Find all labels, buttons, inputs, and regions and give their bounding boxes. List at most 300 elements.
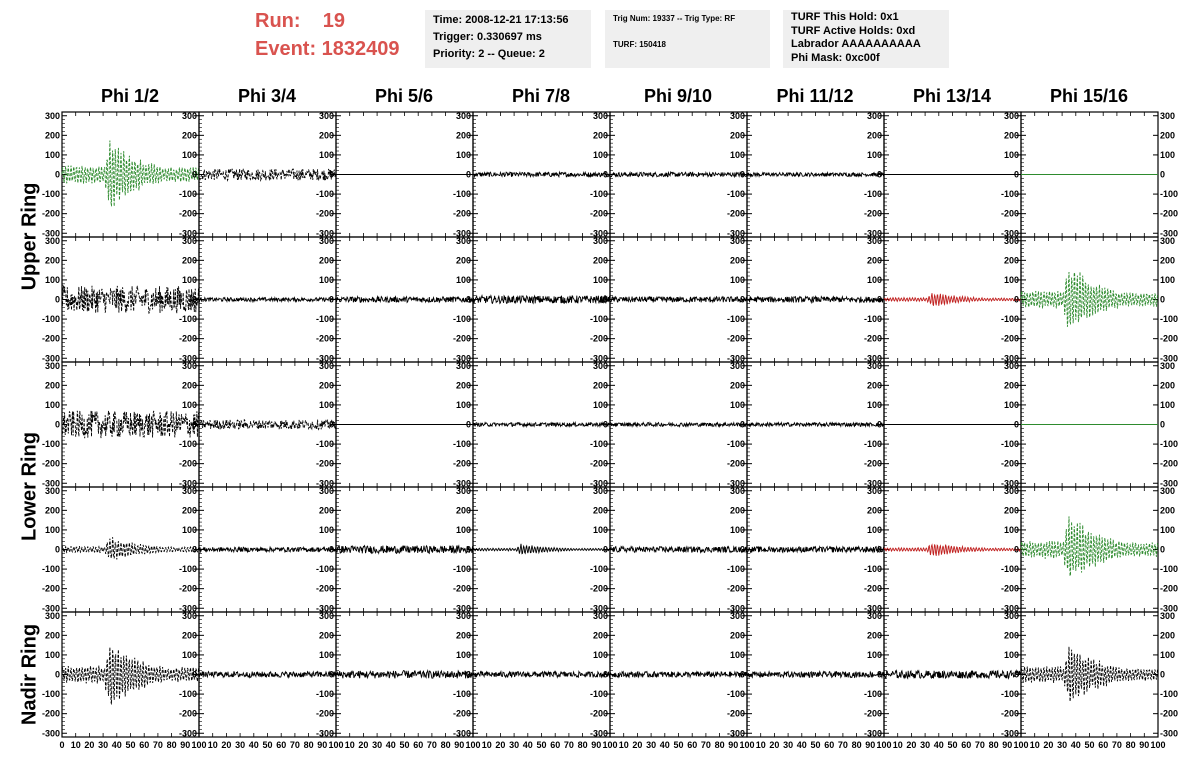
y-tick-label: -200	[315, 333, 334, 344]
waveform-trace	[473, 544, 610, 554]
y-tick-label: 100	[729, 149, 745, 160]
y-tick-label: 100	[318, 649, 334, 660]
panel-r0-c5	[727, 111, 884, 239]
y-tick-label: 100	[1003, 274, 1019, 285]
y-tick-label: -200	[1000, 333, 1019, 344]
y-tick-label: 100	[592, 649, 608, 660]
y-tick-label: -300	[178, 603, 197, 614]
y-tick-label-right: -300	[1160, 728, 1179, 739]
y-tick-label: 300	[1003, 485, 1019, 496]
y-tick-label: -300	[178, 228, 197, 239]
row-title: Nadir Ring	[18, 623, 41, 725]
x-tick-label: 100	[1013, 740, 1029, 750]
x-tick-label: 40	[1070, 740, 1081, 750]
x-tick-label: 10	[618, 740, 629, 750]
x-tick-label: 30	[235, 740, 246, 750]
y-tick-label: 100	[729, 649, 745, 660]
y-tick-label: -100	[41, 564, 60, 575]
y-tick-label: -200	[726, 458, 745, 469]
x-tick-label: 40	[522, 740, 533, 750]
y-tick-label: -100	[178, 189, 197, 200]
y-tick-label: -100	[178, 439, 197, 450]
y-tick-label: 200	[1003, 255, 1019, 266]
waveform-trace	[1021, 647, 1158, 702]
y-tick-label-right: 100	[1160, 649, 1176, 660]
y-tick-label: 300	[181, 360, 197, 371]
x-tick-label: 10	[481, 740, 492, 750]
panel-r1-c2	[316, 236, 473, 364]
y-tick-label: -200	[452, 333, 471, 344]
x-tick-label: 90	[865, 740, 876, 750]
panel-r3-c7	[1001, 486, 1178, 614]
y-tick-label: 200	[1003, 380, 1019, 391]
y-tick-label: -100	[452, 314, 471, 325]
y-tick-label: 300	[866, 235, 882, 246]
x-tick-label: 30	[1057, 740, 1068, 750]
x-tick-label: 60	[1098, 740, 1109, 750]
x-tick-label: 10	[70, 740, 81, 750]
waveform-trace	[610, 669, 747, 680]
y-tick-label-right: 100	[1160, 524, 1176, 535]
phi-mask-line: Phi Mask: 0xc00f	[791, 51, 880, 64]
panel-r1-c4	[590, 236, 747, 364]
y-tick-label: -300	[1000, 228, 1019, 239]
waveform-trace	[62, 411, 199, 438]
y-tick-label: 200	[455, 505, 471, 516]
waveform-trace	[884, 671, 1021, 679]
y-tick-label: -200	[1000, 708, 1019, 719]
y-tick-label: -100	[726, 189, 745, 200]
time-line: Time: 2008-12-21 17:13:56	[433, 14, 569, 26]
y-tick-label: 100	[866, 649, 882, 660]
y-tick-label: -200	[452, 458, 471, 469]
waveform-trace	[747, 294, 884, 305]
panel-r2-c4	[590, 361, 747, 489]
y-tick-label: -100	[863, 689, 882, 700]
y-tick-label: 200	[44, 505, 60, 516]
y-tick-label: 100	[318, 399, 334, 410]
y-tick-label: -200	[863, 458, 882, 469]
y-tick-label: -200	[315, 583, 334, 594]
column-title: Phi 7/8	[511, 86, 571, 106]
y-tick-label: 0	[602, 294, 608, 305]
y-tick-label: 300	[592, 235, 608, 246]
x-tick-label: 90	[591, 740, 602, 750]
y-tick-label: -100	[315, 314, 334, 325]
y-tick-label: 100	[44, 524, 60, 535]
x-tick-label: 70	[426, 740, 437, 750]
y-tick-label-right: 300	[1160, 110, 1176, 121]
y-tick-label-right: 100	[1160, 274, 1176, 285]
y-tick-label-right: -100	[1160, 689, 1179, 700]
x-tick-label: 10	[892, 740, 903, 750]
x-tick-label: 80	[851, 740, 862, 750]
y-tick-label: -100	[589, 314, 608, 325]
y-tick-label: -100	[315, 439, 334, 450]
y-tick-label: -300	[589, 603, 608, 614]
y-tick-label: 300	[592, 610, 608, 621]
panel-r0-c4	[590, 111, 747, 239]
x-tick-label: 50	[673, 740, 684, 750]
column-title: Phi 15/16	[1049, 86, 1129, 106]
y-tick-label: -200	[863, 708, 882, 719]
x-tick-label: 50	[399, 740, 410, 750]
y-tick-label-right: 300	[1160, 360, 1176, 371]
y-tick-label: 0	[54, 169, 60, 180]
y-tick-label-right: -200	[1160, 458, 1179, 469]
y-tick-label: 200	[181, 505, 197, 516]
y-tick-label: 100	[1003, 149, 1019, 160]
y-tick-label: 0	[54, 544, 60, 555]
x-tick-label: 100	[739, 740, 755, 750]
waveform-trace	[1021, 516, 1158, 576]
y-tick-label: -200	[726, 708, 745, 719]
y-tick-label: -300	[41, 603, 60, 614]
y-tick-label: 300	[729, 360, 745, 371]
y-tick-label: -300	[452, 728, 471, 739]
y-tick-label: 300	[318, 360, 334, 371]
y-tick-label: 0	[876, 169, 882, 180]
y-tick-label: 300	[44, 110, 60, 121]
y-tick-label-right: 0	[1160, 294, 1166, 305]
y-tick-label: 0	[328, 169, 334, 180]
y-tick-label: 300	[44, 610, 60, 621]
x-tick-label: 90	[728, 740, 739, 750]
y-tick-label: 200	[866, 380, 882, 391]
x-tick-label: 70	[837, 740, 848, 750]
y-tick-label: 100	[592, 524, 608, 535]
x-tick-label: 40	[933, 740, 944, 750]
y-tick-label: 0	[602, 544, 608, 555]
panel-r3-c3	[453, 486, 610, 614]
y-tick-label: -200	[41, 208, 60, 219]
y-tick-label: 200	[592, 255, 608, 266]
y-tick-label: -300	[452, 228, 471, 239]
y-tick-label-right: 300	[1160, 485, 1176, 496]
y-tick-label: 200	[866, 255, 882, 266]
y-tick-label-right: -100	[1160, 314, 1179, 325]
y-tick-label: 200	[1003, 630, 1019, 641]
y-tick-label: 100	[455, 649, 471, 660]
y-tick-label-right: -200	[1160, 583, 1179, 594]
y-tick-label: 200	[592, 130, 608, 141]
trigger-line: Trigger: 0.330697 ms	[433, 31, 542, 43]
y-tick-label: -200	[589, 583, 608, 594]
x-tick-label: 40	[385, 740, 396, 750]
x-tick-label: 80	[1125, 740, 1136, 750]
x-tick-label: 70	[152, 740, 163, 750]
y-tick-label: 0	[602, 419, 608, 430]
x-tick-label: 60	[139, 740, 150, 750]
y-tick-label: -100	[589, 564, 608, 575]
y-tick-label: 100	[181, 649, 197, 660]
x-tick-label: 50	[810, 740, 821, 750]
x-tick-label: 20	[906, 740, 917, 750]
y-tick-label: -200	[589, 708, 608, 719]
waveform-trace	[473, 296, 610, 304]
y-tick-label: 200	[455, 255, 471, 266]
y-tick-label: -200	[41, 333, 60, 344]
panel-r1-c7	[1001, 236, 1178, 364]
y-tick-label: -200	[589, 208, 608, 219]
y-tick-label: -100	[1000, 189, 1019, 200]
y-tick-label: 0	[1013, 419, 1019, 430]
panel-r0-c6	[864, 111, 1021, 239]
y-tick-label: 200	[318, 380, 334, 391]
y-tick-label: -300	[1000, 603, 1019, 614]
y-tick-label: 200	[181, 380, 197, 391]
waveform-trace	[199, 547, 336, 552]
y-tick-label: 0	[739, 669, 745, 680]
x-tick-label: 10	[1029, 740, 1040, 750]
labrador-line: Labrador AAAAAAAAAA	[791, 38, 921, 50]
x-tick-label: 20	[221, 740, 232, 750]
y-tick-label: 0	[465, 544, 471, 555]
y-tick-label: 300	[455, 110, 471, 121]
waveform-trace	[747, 173, 884, 177]
x-tick-label: 80	[988, 740, 999, 750]
y-tick-label: 100	[592, 149, 608, 160]
y-tick-label: 300	[729, 610, 745, 621]
y-tick-label: 100	[1003, 399, 1019, 410]
y-tick-label: -100	[589, 439, 608, 450]
y-tick-label: 200	[729, 380, 745, 391]
turf-active-line: TURF Active Holds: 0xd	[791, 24, 916, 37]
y-tick-label: 0	[602, 669, 608, 680]
y-tick-label: 200	[318, 505, 334, 516]
y-tick-label: -300	[315, 228, 334, 239]
y-tick-label: -200	[863, 208, 882, 219]
y-tick-label: 300	[1003, 235, 1019, 246]
column-title: Phi 1/2	[100, 86, 160, 106]
y-tick-label: 300	[592, 485, 608, 496]
y-tick-label: 200	[318, 255, 334, 266]
x-tick-label: 60	[824, 740, 835, 750]
y-tick-label-right: 0	[1160, 169, 1166, 180]
panel-r2-c6	[864, 361, 1021, 489]
x-tick-label: 100	[191, 740, 207, 750]
panel-r2-c7	[1001, 361, 1178, 489]
y-tick-label-right: -100	[1160, 439, 1179, 450]
y-tick-label: -200	[1000, 583, 1019, 594]
y-tick-label: 0	[739, 294, 745, 305]
y-tick-label: -300	[178, 478, 197, 489]
y-tick-label: -100	[726, 439, 745, 450]
x-tick-label: 20	[84, 740, 95, 750]
y-tick-label: -100	[452, 189, 471, 200]
y-tick-label: 300	[318, 110, 334, 121]
x-tick-label: 80	[303, 740, 314, 750]
y-tick-label: -100	[863, 189, 882, 200]
y-tick-label: 0	[876, 544, 882, 555]
waveform-trace	[199, 298, 336, 302]
y-tick-label: 300	[181, 235, 197, 246]
y-tick-label: 300	[318, 235, 334, 246]
y-tick-label: 200	[44, 255, 60, 266]
y-tick-label: 200	[729, 630, 745, 641]
y-tick-label: 0	[54, 669, 60, 680]
x-tick-label: 40	[796, 740, 807, 750]
y-tick-label: -300	[452, 353, 471, 364]
y-tick-label: 100	[44, 149, 60, 160]
y-tick-label: 100	[181, 149, 197, 160]
y-tick-label: 100	[866, 149, 882, 160]
x-tick-label: 90	[454, 740, 465, 750]
y-tick-label: 300	[44, 360, 60, 371]
y-tick-label: 0	[54, 419, 60, 430]
x-tick-label: 30	[509, 740, 520, 750]
y-tick-label: 300	[318, 485, 334, 496]
y-tick-label: -200	[178, 583, 197, 594]
panel-r2-c5	[727, 361, 884, 489]
y-tick-label: -300	[589, 478, 608, 489]
y-tick-label: -100	[41, 189, 60, 200]
y-tick-label: 100	[455, 524, 471, 535]
x-tick-label: 50	[125, 740, 136, 750]
y-tick-label-right: -200	[1160, 208, 1179, 219]
y-tick-label: -100	[726, 564, 745, 575]
y-tick-label-right: 100	[1160, 399, 1176, 410]
y-tick-label: -300	[863, 478, 882, 489]
y-tick-label: 100	[44, 399, 60, 410]
priority-line: Priority: 2 -- Queue: 2	[433, 48, 545, 60]
y-tick-label: 0	[54, 294, 60, 305]
panel-r0-c1	[179, 111, 336, 239]
panel-r1-c3	[453, 236, 610, 364]
waveform-trace	[336, 671, 473, 679]
y-tick-label: 0	[602, 169, 608, 180]
y-tick-label: 200	[592, 630, 608, 641]
y-tick-label: -200	[726, 583, 745, 594]
y-tick-label: -300	[863, 728, 882, 739]
y-tick-label: -200	[41, 708, 60, 719]
y-tick-label: 200	[181, 255, 197, 266]
y-tick-label: 100	[592, 399, 608, 410]
y-tick-label: 0	[191, 669, 197, 680]
y-tick-label: 100	[318, 524, 334, 535]
y-tick-label: 0	[328, 669, 334, 680]
y-tick-label: 300	[866, 360, 882, 371]
x-tick-label: 90	[1002, 740, 1013, 750]
x-tick-label: 100	[1150, 740, 1166, 750]
turf-hold-line: TURF This Hold: 0x1	[791, 11, 899, 23]
x-tick-label: 50	[536, 740, 547, 750]
y-tick-label: 100	[729, 524, 745, 535]
y-tick-label: -300	[1000, 353, 1019, 364]
y-tick-label: 200	[729, 130, 745, 141]
y-tick-label: -300	[315, 603, 334, 614]
y-tick-label: -200	[315, 208, 334, 219]
panel-r0-c2	[316, 111, 473, 239]
x-tick-label: 0	[59, 740, 65, 750]
y-tick-label: 0	[1013, 169, 1019, 180]
y-tick-label: -300	[315, 728, 334, 739]
panel-r3-c2	[316, 486, 473, 614]
x-tick-label: 60	[413, 740, 424, 750]
x-tick-label: 70	[289, 740, 300, 750]
y-tick-label: 100	[44, 274, 60, 285]
y-tick-label: -200	[41, 583, 60, 594]
x-tick-label: 50	[1084, 740, 1095, 750]
y-tick-label: -100	[863, 314, 882, 325]
x-tick-label: 30	[98, 740, 109, 750]
x-tick-label: 20	[1043, 740, 1054, 750]
y-tick-label: 200	[181, 130, 197, 141]
x-tick-label: 40	[248, 740, 259, 750]
y-tick-label: -100	[178, 689, 197, 700]
y-tick-label-right: 200	[1160, 505, 1176, 516]
x-tick-label: 80	[714, 740, 725, 750]
waveform-trace	[473, 423, 610, 427]
y-tick-label: 0	[465, 419, 471, 430]
y-tick-label: -100	[589, 689, 608, 700]
x-tick-label: 70	[563, 740, 574, 750]
x-tick-label: 60	[550, 740, 561, 750]
y-tick-label: -300	[863, 603, 882, 614]
y-tick-label: -200	[863, 333, 882, 344]
y-tick-label-right: 300	[1160, 235, 1176, 246]
y-tick-label: -300	[452, 478, 471, 489]
y-tick-label: -300	[41, 228, 60, 239]
x-tick-label: 10	[207, 740, 218, 750]
y-tick-label: 300	[729, 485, 745, 496]
y-tick-label: -200	[178, 708, 197, 719]
y-tick-label: 0	[328, 544, 334, 555]
waveform-trace	[610, 294, 747, 305]
waveform-trace	[473, 669, 610, 680]
y-tick-label: -100	[1000, 564, 1019, 575]
y-tick-label: -100	[41, 439, 60, 450]
waveform-trace	[62, 537, 199, 559]
y-tick-label: 200	[1003, 505, 1019, 516]
y-tick-label: -200	[315, 458, 334, 469]
y-tick-label-right: 0	[1160, 544, 1166, 555]
y-tick-label: 300	[1003, 110, 1019, 121]
row-title: Upper Ring	[18, 182, 41, 291]
panel-r0-c3	[453, 111, 610, 239]
y-tick-label: 0	[465, 669, 471, 680]
y-tick-label: 0	[739, 419, 745, 430]
y-tick-label: -300	[726, 728, 745, 739]
y-tick-label: 100	[866, 399, 882, 410]
y-tick-label: -300	[726, 353, 745, 364]
y-tick-label: 200	[729, 255, 745, 266]
panel-r2-c2	[316, 361, 473, 489]
panel-r2-c1	[179, 361, 336, 489]
x-tick-label: 100	[465, 740, 481, 750]
x-tick-label: 30	[920, 740, 931, 750]
y-tick-label: 0	[191, 294, 197, 305]
y-tick-label: 300	[318, 610, 334, 621]
turf-line: TURF: 150418	[613, 40, 666, 49]
y-tick-label-right: -200	[1160, 708, 1179, 719]
y-tick-label: -200	[1000, 208, 1019, 219]
panel-r3-c5	[727, 486, 884, 614]
y-tick-label: 0	[1013, 544, 1019, 555]
x-tick-label: 60	[276, 740, 287, 750]
y-tick-label: -300	[178, 728, 197, 739]
waveform-trace	[336, 546, 473, 554]
panel-r1-c5	[727, 236, 884, 364]
y-tick-label: 100	[181, 399, 197, 410]
y-tick-label: -300	[726, 478, 745, 489]
y-tick-label: -300	[726, 228, 745, 239]
y-tick-label: -300	[41, 728, 60, 739]
waveform-trace	[610, 544, 747, 555]
y-tick-label: 100	[592, 274, 608, 285]
panel-r3-c4	[590, 486, 747, 614]
x-tick-label: 100	[602, 740, 618, 750]
